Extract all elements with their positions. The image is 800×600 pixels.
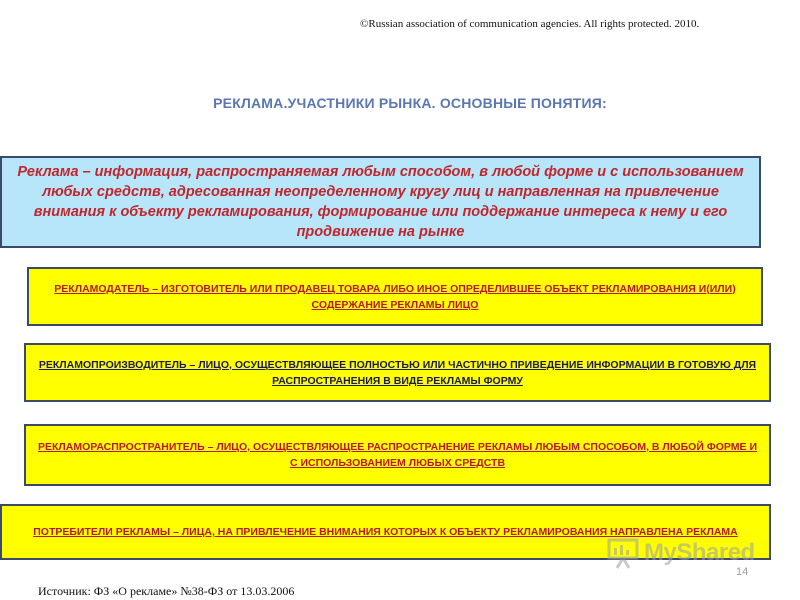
page-number: 14	[736, 566, 749, 578]
ad-producer-definition-box	[24, 343, 771, 402]
advertising-definition-text: Реклама – информация, распространяемая любым способом, в любой форме и с использованием любых средств, адресованная неопределенному кругу лиц и направленная на привлечение внимания к объекту рекламирования, формирование или поддержание интереса к нему и его продвижение на рынке	[17, 164, 744, 240]
advertiser-definition-link[interactable]: РЕКЛАМОДАТЕЛЬ – ИЗГОТОВИТЕЛЬ ИЛИ ПРОДАВЕЦ ТОВАРА ЛИБО ИНОЕ ОПРЕДЕЛИВШЕЕ ОБЪЕКТ РЕКЛАМИРОВАНИЯ И(ИЛИ) СОДЕРЖАНИЕ РЕКЛАМЫ ЛИЦО	[54, 282, 736, 311]
ad-producer-definition-link[interactable]: РЕКЛАМОПРОИЗВОДИТЕЛЬ – ЛИЦО, ОСУЩЕСТВЛЯЮЩЕЕ ПОЛНОСТЬЮ ИЛИ ЧАСТИЧНО ПРИВЕДЕНИЕ ИНФОРМАЦИИ В ГОТОВУЮ ДЛЯ РАСПРОСТРАНЕНИЯ В ВИДЕ РЕКЛАМЫ ФОРМУ	[38, 358, 757, 387]
advertising-definition-box	[0, 156, 761, 248]
watermark-text: MyShared	[644, 539, 755, 566]
advertiser-definition-box	[27, 267, 763, 326]
presentation-board-icon	[606, 536, 640, 570]
myshared-watermark	[606, 536, 755, 570]
copyright-notice: ©Russian association of communication agencies. All rights protected. 2010.	[360, 18, 700, 30]
ad-distributor-definition-link[interactable]: РЕКЛАМОРАСПРОСТРАНИТЕЛЬ – ЛИЦО, ОСУЩЕСТВЛЯЮЩЕЕ РАСПРОСТРАНЕНИЕ РЕКЛАМЫ ЛЮБЫМ СПОСОБОМ, В ЛЮБОЙ ФОРМЕ И С ИСПОЛЬЗОВАНИЕМ ЛЮБЫХ СРЕДСТВ	[38, 441, 757, 469]
slide-title: РЕКЛАМА.УЧАСТНИКИ РЫНКА. ОСНОВНЫЕ ПОНЯТИЯ:	[213, 95, 607, 111]
source-citation: Источник: ФЗ «О рекламе» №38-ФЗ от 13.03.2006	[38, 584, 295, 598]
ad-consumers-definition-link[interactable]: ПОТРЕБИТЕЛИ РЕКЛАМЫ – ЛИЦА, НА ПРИВЛЕЧЕНИЕ ВНИМАНИЯ КОТОРЫХ К ОБЪЕКТУ РЕКЛАМИРОВАНИЯ НАПРАВЛЕНА РЕКЛАМА	[33, 526, 738, 538]
ad-distributor-definition-box	[24, 424, 771, 486]
